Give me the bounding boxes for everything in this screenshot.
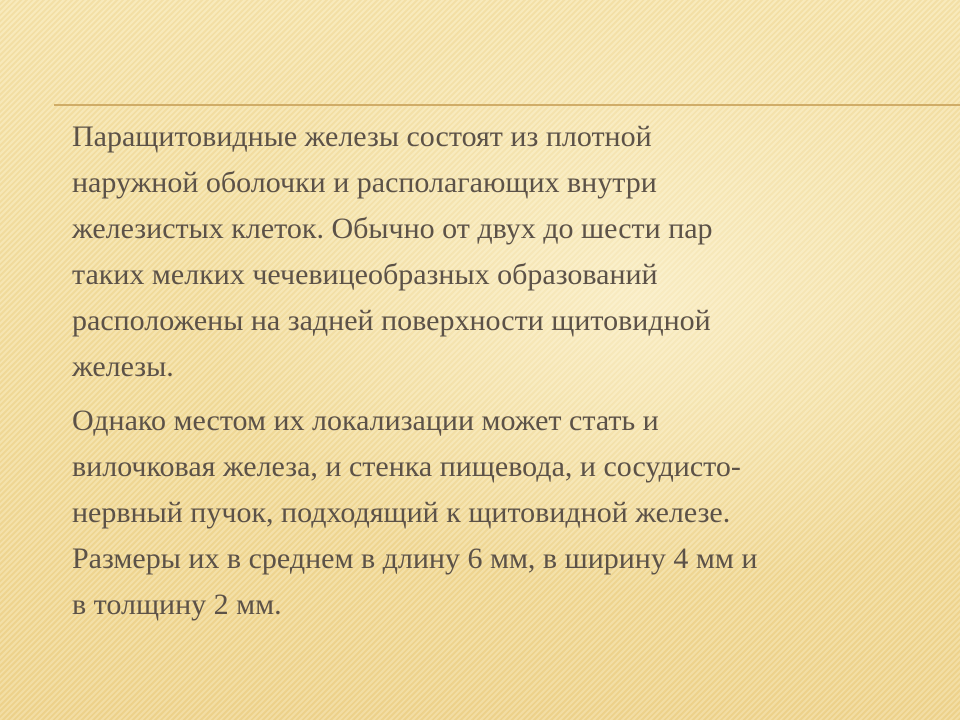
paragraph-1: Паращитовидные железы состоят из плотной наружной оболочки и располагающих внутри железистых клеток. Обычно от двух до шести пар таких мелких чечевицеобразных образований расположены на задней поверхности щитовидной железы. <box>72 120 713 383</box>
paragraph-2: Однако местом их локализации может стать и вилочковая железа, и стенка пищевода, и сосудисто- нервный пучок, подходящий к щитовидной железе. Размеры их в среднем в длину 6 мм, в ширину 4 мм и в толщину 2 мм. <box>72 404 758 621</box>
header-divider <box>54 104 960 106</box>
slide-body <box>72 114 932 636</box>
